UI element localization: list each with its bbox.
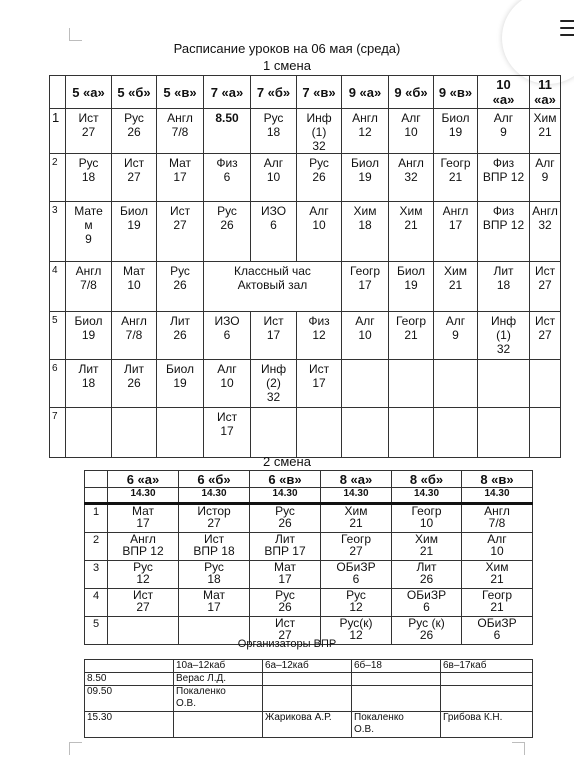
lesson-cell: Лит 26 [392,561,462,589]
organizers-header: 6в–17каб [441,660,533,673]
lesson-number: 3 [85,561,108,589]
lesson-cell: Биол 19 [66,312,112,360]
lesson-cell: Мат 17 [179,589,250,617]
organizer-cell: Покаленко О.В. [352,712,441,738]
class-header: 11 «а» [530,76,561,109]
lesson-cell: Ист 27 [250,617,321,645]
lesson-cell: ОБиЗР 6 [462,617,533,645]
lesson-cell: ОБиЗР 6 [392,589,462,617]
crop-mark-bottom-right [512,742,525,755]
table-row [50,262,561,312]
class-header: 5 «в» [157,76,204,109]
class-header: 5 «б» [112,76,157,109]
organizer-cell [263,673,352,686]
lesson-number: 7 [50,408,66,458]
lesson-cell: Рус(к) 12 [321,617,392,645]
table-row [85,673,533,686]
lesson-cell: Ист 27 [112,154,157,202]
lesson-cell [389,360,434,408]
shift1-table [49,75,561,458]
start-time: 14.30 [179,488,250,504]
class-header: 9 «в» [434,76,478,109]
organizer-cell [441,673,533,686]
shift2-label: 2 смена [263,454,311,469]
lesson-cell [342,360,389,408]
organizers-header: 6б–18 [352,660,441,673]
lesson-number: 1 [85,504,108,533]
start-time: 14.30 [108,488,179,504]
corner-cell [50,76,66,109]
lesson-cell: Ист 27 [530,312,561,360]
crop-mark-bottom-left [69,742,82,755]
lesson-number: 4 [50,262,66,312]
lesson-cell: Инф (2) 32 [251,360,297,408]
lesson-cell: Биол 19 [389,262,434,312]
organizer-cell [263,686,352,712]
lesson-cell: Геогр 21 [462,589,533,617]
table-row [50,360,561,408]
organizer-cell: Покаленко О.В. [174,686,263,712]
organizers-label: Организаторы ВПР [237,638,337,650]
lesson-cell: Хим 21 [392,533,462,561]
table-row [50,312,561,360]
lesson-cell: Мат 17 [250,561,321,589]
lesson-cell [389,408,434,458]
lesson-number: 5 [85,617,108,645]
lesson-cell: Хим 21 [321,504,392,533]
lesson-number: 6 [50,360,66,408]
class-header: 7 «а» [204,76,251,109]
lesson-cell: Алг 10 [297,202,342,262]
class-header: 8 «б» [392,471,462,488]
lesson-cell: Физ 6 [204,154,251,202]
class-header: 7 «б» [251,76,297,109]
start-time: 14.30 [250,488,321,504]
lesson-cell: Ист 17 [251,312,297,360]
table-row [85,561,533,589]
lesson-cell: Лит ВПР 17 [250,533,321,561]
lesson-cell: Биол 19 [342,154,389,202]
lesson-number: 2 [50,154,66,202]
organizers-header-row [85,660,533,673]
lesson-cell: Геогр 10 [392,504,462,533]
class-header: 8 «в» [462,471,533,488]
lesson-cell: Алг 10 [251,154,297,202]
lesson-cell: Мат 10 [112,262,157,312]
lesson-cell: Физ ВПР 12 [478,154,530,202]
lesson-cell: Инф (1) 32 [478,312,530,360]
class-hour-cell: Классный час Актовый зал [204,262,342,312]
lesson-cell: Рус 18 [251,109,297,154]
lesson-cell: Лит 18 [478,262,530,312]
lesson-cell: Физ ВПР 12 [478,202,530,262]
lesson-cell: Биол 19 [112,202,157,262]
start-time: 14.30 [462,488,533,504]
lesson-cell: Биол 19 [157,360,204,408]
lesson-cell: Англ 32 [530,202,561,262]
lesson-cell: Алг 10 [342,312,389,360]
organizer-cell: 8.50 [85,673,174,686]
lesson-cell: Англ 17 [434,202,478,262]
lesson-cell: ОБиЗР 6 [321,561,392,589]
corner-cell [85,471,108,488]
lesson-cell: Алг 9 [434,312,478,360]
lesson-cell: Мат 17 [157,154,204,202]
organizer-cell: Жарикова А.Р. [263,712,352,738]
lesson-cell: Мате м 9 [66,202,112,262]
table-row [85,504,533,533]
table-row [50,202,561,262]
lesson-cell: ИЗО 6 [251,202,297,262]
lesson-cell: Англ 7/8 [462,504,533,533]
lesson-number: 1 [50,109,66,154]
organizers-header [85,660,174,673]
lesson-cell: Лит 26 [157,312,204,360]
lesson-cell: Ист 17 [297,360,342,408]
lesson-cell: Мат 17 [108,504,179,533]
class-header: 9 «а» [342,76,389,109]
lesson-cell: Хим 21 [462,561,533,589]
organizer-cell [174,712,263,738]
lesson-cell: Хим 21 [434,262,478,312]
class-header: 7 «в» [297,76,342,109]
lesson-cell: Рус 18 [179,561,250,589]
lesson-cell: Геогр 17 [342,262,389,312]
lesson-cell [478,408,530,458]
lesson-cell: Англ 12 [342,109,389,154]
lesson-cell: Лит 18 [66,360,112,408]
corner-cell [85,488,108,504]
lesson-cell [434,408,478,458]
lesson-cell: Лит 26 [112,360,157,408]
lesson-number: 4 [85,589,108,617]
lesson-number: 2 [85,533,108,561]
table-row [85,589,533,617]
lesson-cell [66,408,112,458]
start-time: 14.30 [321,488,392,504]
table-row [85,712,533,738]
organizers-table [84,659,533,738]
lesson-cell: Физ 12 [297,312,342,360]
lesson-cell: Англ 7/8 [157,109,204,154]
lesson-cell: Биол 19 [434,109,478,154]
lesson-cell [478,360,530,408]
table-row [50,154,561,202]
lesson-cell: Ист ВПР 18 [179,533,250,561]
table-row [50,408,561,458]
lesson-number: 5 [50,312,66,360]
organizer-cell [352,673,441,686]
lesson-cell: Инф (1) 32 [297,109,342,154]
class-header: 9 «б» [389,76,434,109]
lesson-cell: Алг 9 [478,109,530,154]
organizers-header: 6а–12каб [263,660,352,673]
lesson-cell: Ист 27 [157,202,204,262]
lesson-cell: Англ 32 [389,154,434,202]
lesson-cell: Англ ВПР 12 [108,533,179,561]
lesson-cell [251,408,297,458]
organizer-cell [441,686,533,712]
lesson-cell: Рус 12 [321,589,392,617]
lesson-cell: Истор 27 [179,504,250,533]
table-row [85,686,533,712]
lesson-cell: Ист 27 [66,109,112,154]
lesson-cell [530,360,561,408]
lesson-cell: Рус 26 [204,202,251,262]
lesson-cell: Рус 18 [66,154,112,202]
lesson-cell: Ист 27 [108,589,179,617]
lesson-cell [342,408,389,458]
shift2-table [84,470,533,645]
table-row [85,533,533,561]
lesson-cell [297,408,342,458]
lesson-cell: Рус 26 [297,154,342,202]
lesson-cell: Алг 10 [204,360,251,408]
lesson-cell: Англ 7/8 [112,312,157,360]
lesson-cell: Ист 17 [204,408,251,458]
lesson-cell [157,408,204,458]
lesson-cell: ИЗО 6 [204,312,251,360]
lesson-cell: Хим 21 [530,109,561,154]
lesson-cell: Англ 7/8 [66,262,112,312]
organizer-cell: Верас Л.Д. [174,673,263,686]
class-header: 6 «в» [250,471,321,488]
table-row [50,109,561,154]
lesson-cell: Геогр 21 [434,154,478,202]
class-header: 6 «а» [108,471,179,488]
lesson-cell: Рус 12 [108,561,179,589]
lesson-cell: Ист 27 [530,262,561,312]
organizer-cell [352,686,441,712]
class-header: 8 «а» [321,471,392,488]
lesson-cell: Рус 26 [157,262,204,312]
lesson-cell: 8.50 [204,109,251,154]
lesson-cell: Рус 26 [250,589,321,617]
shift1-label: 1 смена [263,58,311,73]
lesson-cell: Хим 21 [389,202,434,262]
organizer-cell: 09.50 [85,686,174,712]
class-header: 6 «б» [179,471,250,488]
lesson-cell: Геогр 21 [389,312,434,360]
start-time: 14.30 [392,488,462,504]
page-title: Расписание уроков на 06 мая (среда) [173,41,401,56]
lesson-cell: Рус 26 [112,109,157,154]
lesson-cell: Алг 9 [530,154,561,202]
lesson-cell: Алг 10 [462,533,533,561]
lesson-cell: Хим 18 [342,202,389,262]
crop-mark-top-left [69,28,82,41]
lesson-cell: Рус (к) 26 [392,617,462,645]
lesson-cell: Рус 26 [250,504,321,533]
class-header: 5 «а» [66,76,112,109]
hamburger-menu-icon[interactable] [560,20,574,38]
lesson-cell [434,360,478,408]
lesson-cell [112,408,157,458]
lesson-cell: Алг 10 [389,109,434,154]
lesson-cell [530,408,561,458]
lesson-number: 3 [50,202,66,262]
organizers-header: 10а–12каб [174,660,263,673]
organizer-cell: Грибова К.Н. [441,712,533,738]
organizer-cell: 15.30 [85,712,174,738]
lesson-cell: Геогр 27 [321,533,392,561]
class-header: 10 «а» [478,76,530,109]
